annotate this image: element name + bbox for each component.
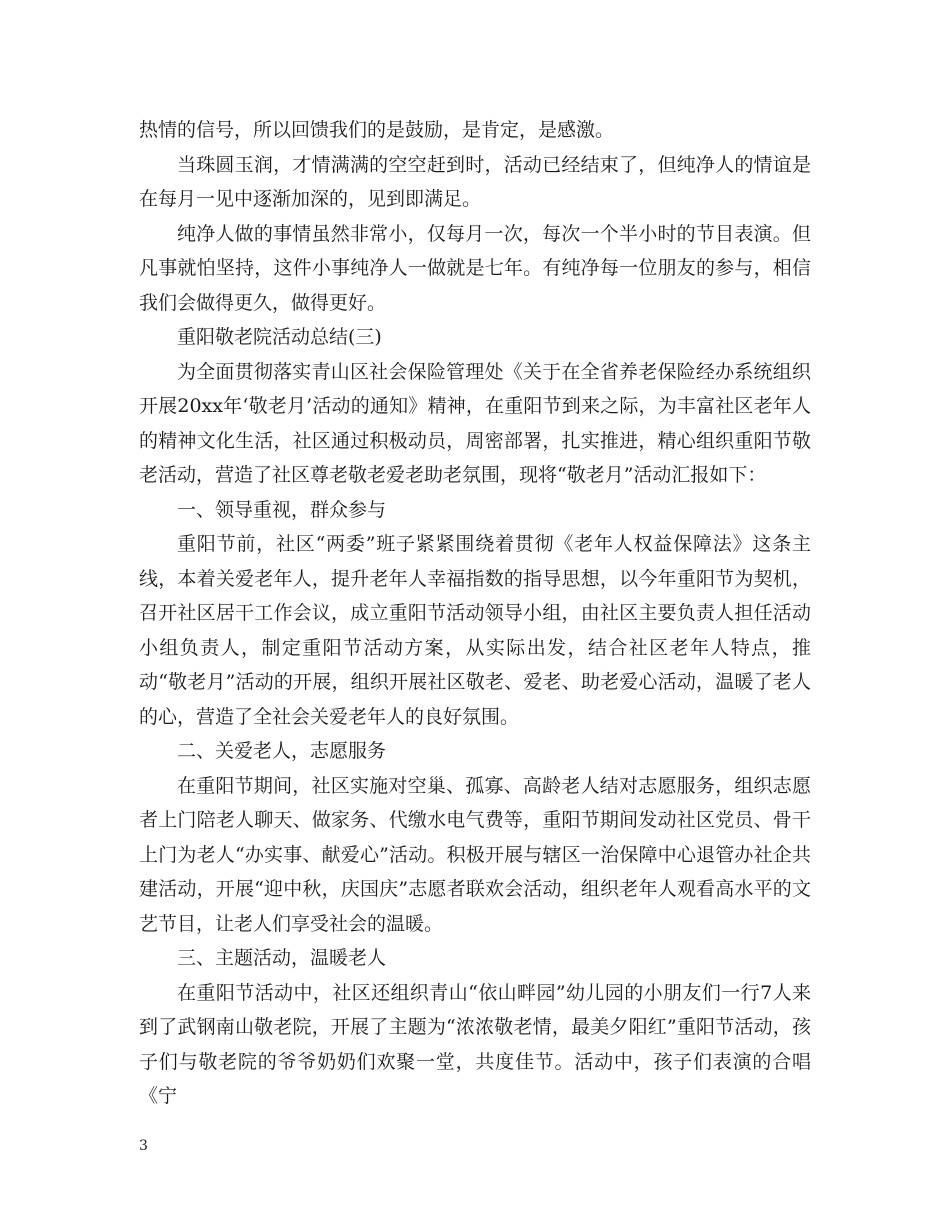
paragraph: 一、领导重视，群众参与 <box>177 498 387 521</box>
paragraph: 当珠圆玉润，才情满满的空空赶到时，活动已经结束了，但纯净人的情谊是在每月一见中逐渐加深的，见到即满足。 <box>139 153 811 210</box>
paragraph: 在重阳节活动中，社区还组织青山“依山畔园”幼儿园的小朋友们一行7人来到了武钢南山敬老院，开展了主题为“浓浓敬老情，最美夕阳红”重阳节活动，孩子们与敬老院的爷爷奶奶们欢聚一堂，共度佳节。活动中，孩子们表演的合唱《宁 <box>139 981 811 1107</box>
paragraph: 纯净人做的事情虽然非常小，仅每月一次，每次一个半小时的节目表演。但凡事就怕坚持，这件小事纯净人一做就是七年。有纯净每一位朋友的参与，相信我们会做得更久，做得更好。 <box>139 222 811 314</box>
paragraph: 热情的信号，所以回馈我们的是鼓励，是肯定，是感激。 <box>139 119 615 141</box>
document-body <box>139 113 811 1114</box>
paragraph: 二、关爱老人，志愿服务 <box>177 740 387 762</box>
paragraph: 重阳节前，社区“两委”班子紧紧围绕着贯彻《老年人权益保障法》这条主线，本着关爱老年人，提升老年人幸福指数的指导思想，以今年重阳节为契机，召开社区居干工作会议，成立重阳节活动领导小组，由社区主要负责人担任活动小组负责人，制定重阳节活动方案，从实际出发，结合社区老年人特点，推动“敬老月”活动的开展，组织开展社区敬老、爱老、助老爱心活动，温暖了老人的心，营造了全社会关爱老年人的良好氛围。 <box>139 533 811 728</box>
paragraph: 为全面贯彻落实青山区社会保险管理处《关于在全省养老保险经办系统组织开展20xx年‘敬老月’活动的通知》精神，在重阳节到来之际，为丰富社区老年人的精神文化生活，社区通过积极动员，周密部署，扎实推进，精心组织重阳节敬老活动，营造了社区尊老敬老爱老助老氛围，现将“敬老月”活动汇报如下： <box>139 360 811 486</box>
paragraph: 重阳敬老院活动总结(三) <box>177 326 382 348</box>
paragraph: 三、主题活动，温暖老人 <box>177 947 387 969</box>
page-number: 3 <box>139 1138 148 1154</box>
paragraph: 在重阳节期间，社区实施对空巢、孤寡、高龄老人结对志愿服务，组织志愿者上门陪老人聊天、做家务、代缴水电气费等，重阳节期间发动社区党员、骨干上门为老人“办实事、献爱心”活动。积极开展与辖区一治保障中心退管办社企共建活动，开展“迎中秋，庆国庆”志愿者联欢会活动，组织老年人观看高水平的文艺节目，让老人们享受社会的温暖。 <box>139 774 811 935</box>
